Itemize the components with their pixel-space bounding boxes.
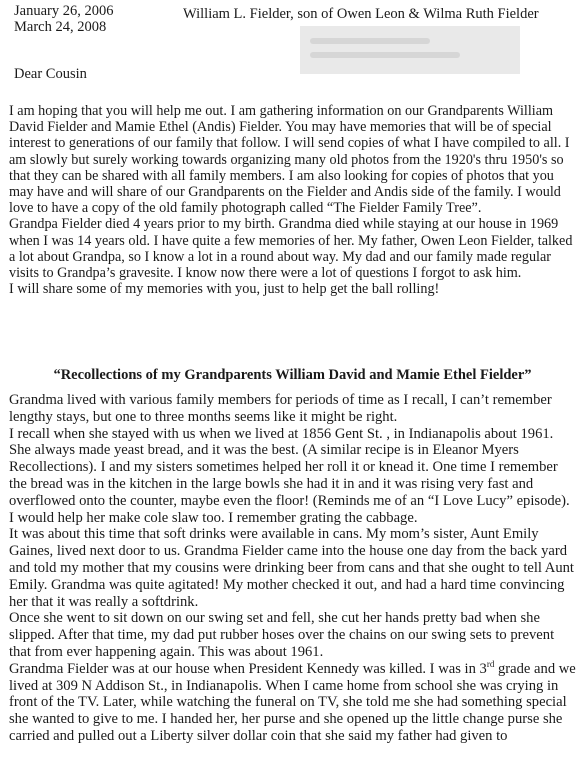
recollections-body [9,392,577,745]
salutation: Dear Cousin [14,66,87,82]
kennedy-text-end: grade and we lived at 309 N Addison St., in Indianapolis. When I came home from school she was crying in front of the TV. Later, while watching the funeral on TV, she told me she had something special she wanted to give to me. I handed her, her purse and she opened up the little change purse she carried and pulled out a Liberty silver dollar coin that she said my father had given to [9,660,576,744]
section-title: “Recollections of my Grandparents William David and Mamie Ethel Fielder” [53,367,532,383]
redacted-line [310,38,430,44]
letter-body [9,103,577,297]
author-title: William L. Fielder, son of Owen Leon & Wilma Ruth Fielder [183,6,539,22]
kennedy-text-start: Grandma Fielder was at our house when President Kennedy was killed. I was in 3 [9,660,487,677]
recollection-paragraph: Once she went to sit down on our swing set and fell, she cut her hands pretty bad when she slipped. After that time, my dad put rubber hoses over the chains on our swing sets to prevent that from ever happening again. This was about 1961. [9,610,555,660]
ordinal-suffix: rd [486,658,495,669]
recollection-paragraph: Grandma lived with various family members for periods of time as I recall, I can’t remember lengthy stays, but one to three months seems like it might be right. [9,392,552,425]
recollection-paragraph-kennedy [9,658,577,745]
recollection-paragraph: It was about this time that soft drinks were available in cans. My mom’s sister, Aunt Emily Gaines, lived next door to us. Grandma Fielder came into the house one day from the back yard and told my mother that my cousins were drinking beer from cans and that she ought to tell Aunt Emily. Grandma was quite agitated! My mother checked it out, and had a hard time convincing her that it was really a softdrink. [9,526,574,610]
letter-dates [14,3,113,35]
letter-paragraph: I will share some of my memories with you, just to help get the ball rolling! [9,281,440,298]
date-original: January 26, 2006 [14,3,114,19]
redacted-address-box [300,26,520,74]
letter-paragraph: Grandpa Fielder died 4 years prior to my birth. Grandma died while staying at our house in 1969 when I was 14 years old. I have quite a few memories of her. My father, Owen Leon Fielder, talked a lot about Grandpa, so I know a lot in a round about way. My dad and our family made regular visits to Grandpa’s gravesite. I know now there were a lot of questions I forgot to ask him. [9,216,573,282]
letter-paragraph: I am hoping that you will help me out. I am gathering information on our Grandparents William David Fielder and Mamie Ethel (Andis) Fielder. You may have memories that will be of special interest to generations of our family that follow. I will send copies of what I have compiled to all. I am slowly but surely working towards organizing many old photos from the 1920's thru 1950's so that they can be shared with all family members. I am also looking for copies of photos that you may have and will share of our Grandparents on the Fielder and Andis side of the family. I would love to have a copy of the old family photograph called “The Fielder Family Tree”. [9,103,570,217]
recollection-paragraph: I would help her make cole slaw too. I remember grating the cabbage. [9,509,418,526]
date-revised: March 24, 2008 [14,19,107,35]
recollection-paragraph: I recall when she stayed with us when we lived at 1856 Gent St. , in Indianapolis about 1961. She always made yeast bread, and it was the best. (A similar recipe is in Eleanor Myers Recollections). I and my sisters sometimes helped her roll it or knead it. One time I remember the bread was in the kitchen in the large bowls she had it in and it was rising very fast and overflowed onto the counter, maybe even the floor! (Reminds me of an “I Love Lucy” episode). [9,425,570,509]
redacted-line [310,52,460,58]
